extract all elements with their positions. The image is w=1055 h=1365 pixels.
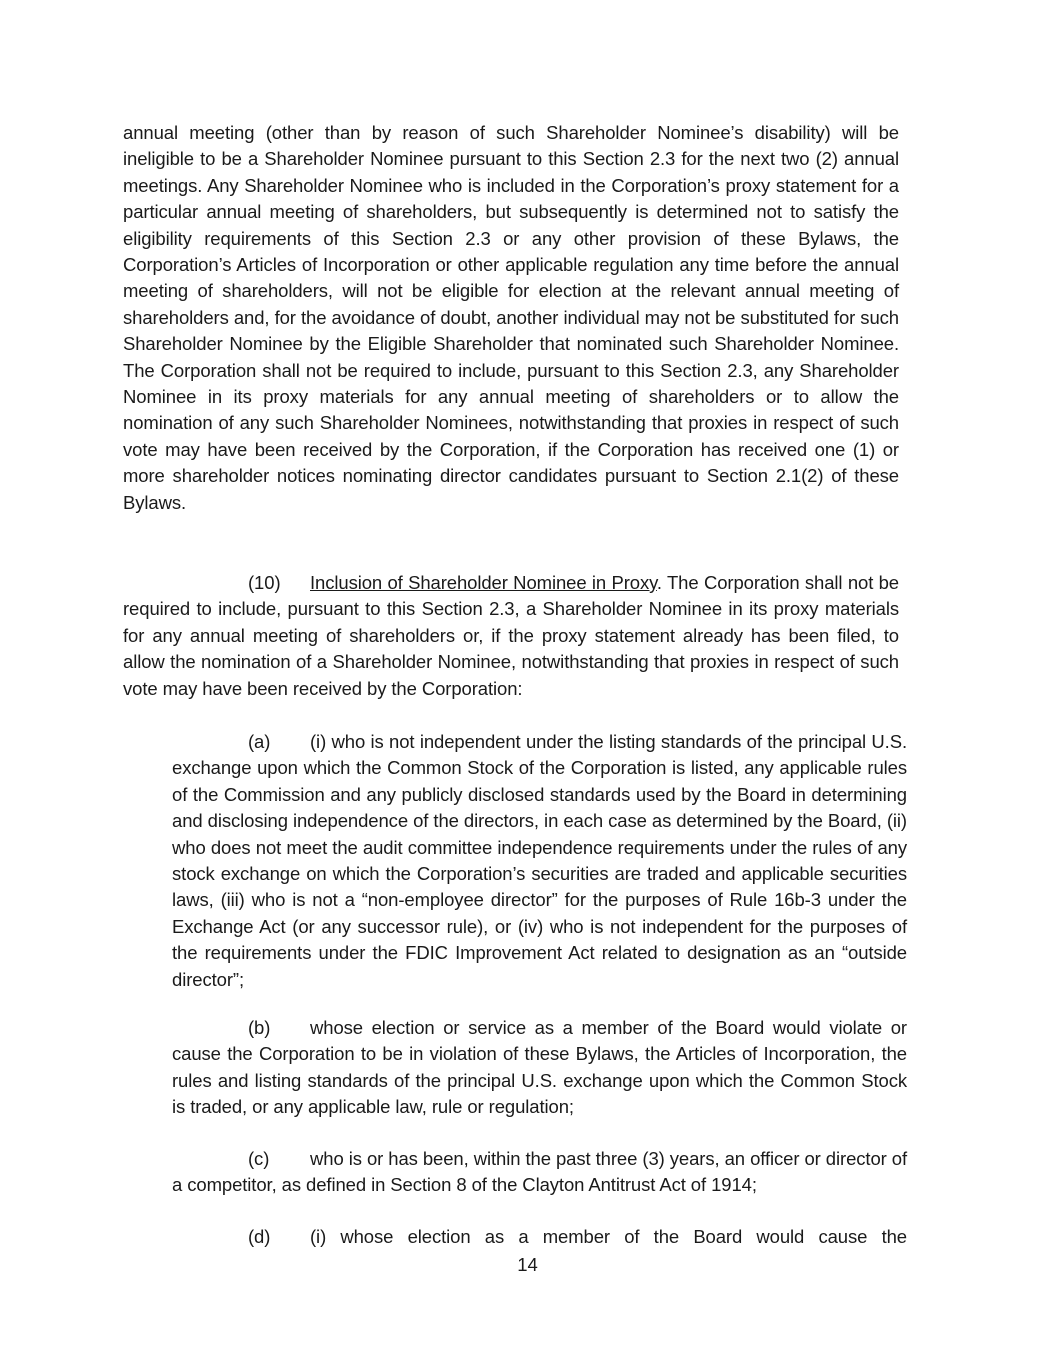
section-10-heading: Inclusion of Shareholder Nominee in Proxy xyxy=(310,572,657,593)
continuation-paragraph xyxy=(123,120,899,516)
item-d-paragraph xyxy=(172,1224,907,1250)
item-a-text: (i) who is not independent under the listing standards of the principal U.S. exchange upon which the Common Stock of the Corporation is listed, any applicable rules of the Commission and any publicly disclosed standards used by the Board in determining and disclosing independence of the directors, in each case as determined by the Board, (ii) who does not meet the audit committee independence requirements under the rules of any stock exchange on which the Corporation’s securities are traded and applicable securities laws, (iii) who is not a “non-employee director” for the purposes of Rule 16b-3 under the Exchange Act (or any successor rule), or (iv) who is not independent for the purposes of the requirements under the FDIC Improvement Act related to designation as an “outside director”; xyxy=(172,731,907,990)
section-10-paragraph xyxy=(123,570,899,702)
page-number: 14 xyxy=(517,1254,538,1275)
item-d-marker: (d) xyxy=(248,1226,271,1247)
item-b-marker: (b) xyxy=(248,1017,271,1038)
section-10-heading-punct: . xyxy=(656,572,662,593)
item-b-paragraph xyxy=(172,1015,907,1121)
item-d-text: (i) whose election as a member of the Board would cause the xyxy=(310,1226,907,1247)
item-c-marker: (c) xyxy=(248,1148,270,1169)
item-c-paragraph xyxy=(172,1146,907,1199)
continuation-text: annual meeting (other than by reason of such Shareholder Nominee’s disability) will be ineligible to be a Shareholder Nominee pursuant to this Section 2.3 for the next two (2) annual meetings. Any Shareholder Nominee who is included in the Corporation’s proxy statement for a particular annual meeting of shareholders, but subsequently is determined not to satisfy the eligibility requirements of this Section 2.3 or any other provision of these Bylaws, the Corporation’s Articles of Incorporation or other applicable regulation any time before the annual meeting of shareholders, will not be eligible for election at the relevant annual meeting of shareholders and, for the avoidance of doubt, another individual may not be substituted for such Shareholder Nominee by the Eligible Shareholder that nominated such Shareholder Nominee. The Corporation shall not be required to include, pursuant to this Section 2.3, any Shareholder Nominee in its proxy materials for any annual meeting of shareholders or to allow the nomination of any such Shareholder Nominees, notwithstanding that proxies in respect of such vote may have been received by the Corporation, if the Corporation has received one (1) or more shareholder notices nominating director candidates pursuant to Section 2.1(2) of these Bylaws. xyxy=(123,122,899,513)
item-c-text: who is or has been, within the past three (3) years, an officer or director of a competitor, as defined in Section 8 of the Clayton Antitrust Act of 1914; xyxy=(172,1148,907,1196)
item-a-paragraph xyxy=(172,729,907,993)
section-10-marker: (10) xyxy=(248,572,281,593)
item-b-text: whose election or service as a member of the Board would violate or cause the Corporation to be in violation of these Bylaws, the Articles of Incorporation, the rules and listing standards of the principal U.S. exchange upon which the Common Stock is traded, or any applicable law, rule or regulation; xyxy=(172,1017,907,1118)
section-10-text: The Corporation shall not be required to include, pursuant to this Section 2.3, a Shareholder Nominee in its proxy materials for any annual meeting of shareholders or, if the proxy statement already has been filed, to allow the nomination of a Shareholder Nominee, notwithstanding that proxies in respect of such vote may have been received by the Corporation: xyxy=(123,572,899,699)
item-a-marker: (a) xyxy=(248,731,271,752)
